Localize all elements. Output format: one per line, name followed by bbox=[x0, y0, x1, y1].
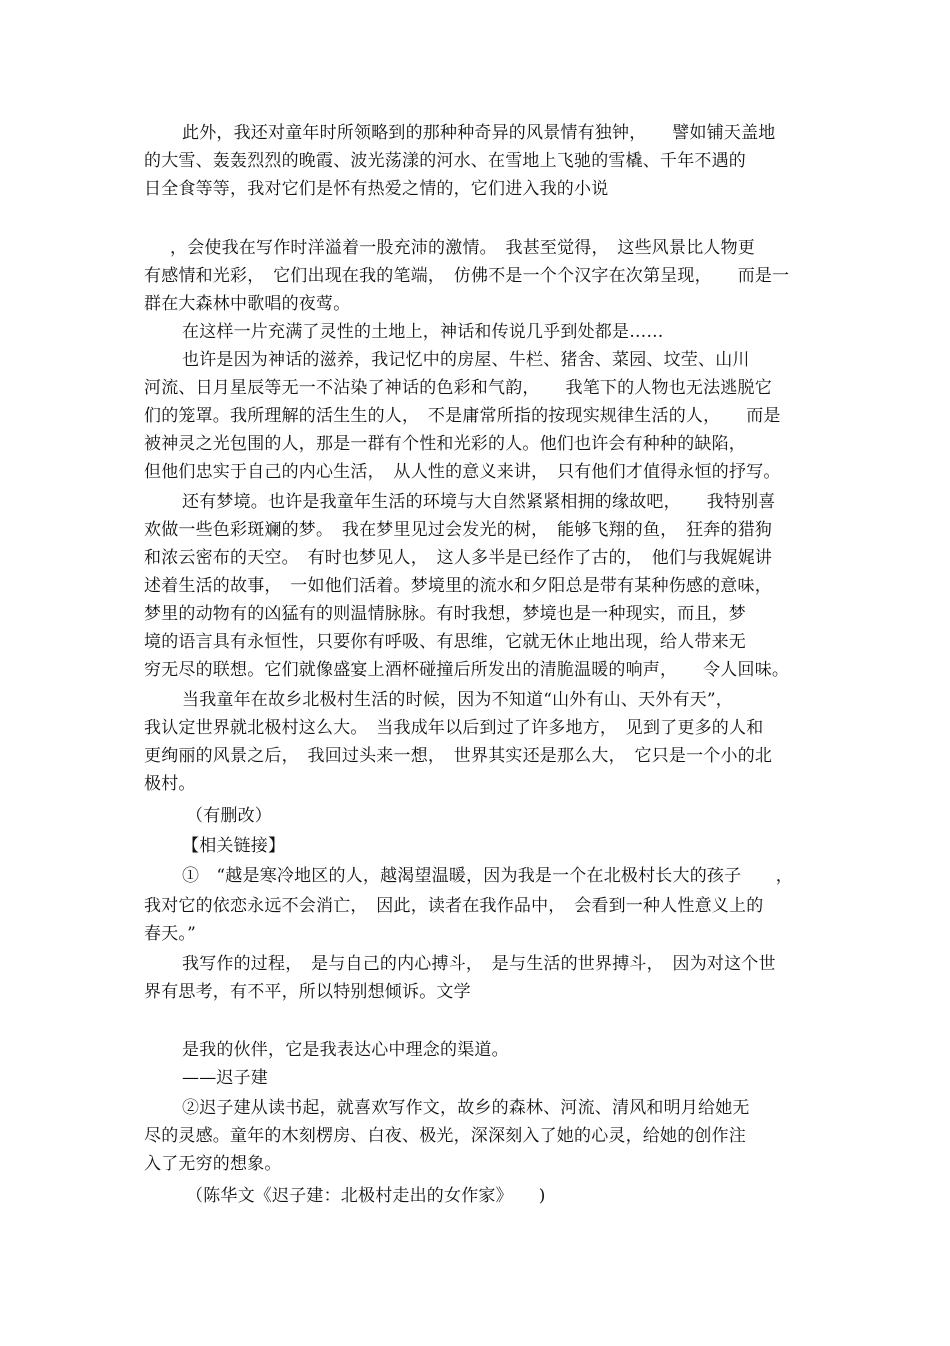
text-line: 此外，我还对童年时所领略到的那种种奇异的风景情有独钟， 譬如铺天盖地 bbox=[182, 123, 776, 143]
text-line: （有删改） bbox=[186, 806, 272, 826]
text-line: ②迟子建从读书起，就喜欢写作文，故乡的森林、河流、清风和明月给她无 bbox=[182, 1098, 750, 1118]
text-line: 也许是因为神话的滋养，我记忆中的房屋、牛栏、猪舍、菜园、坟茔、山川 bbox=[182, 350, 750, 370]
text-line: ——迟子建 bbox=[182, 1068, 268, 1088]
text-line: 界有思考，有不平，所以特别想倾诉。文学 bbox=[144, 982, 471, 1002]
text-line: 有感情和光彩， 它们出现在我的笔端， 仿佛不是一个个汉字在次第呈现， 而是一 bbox=[144, 266, 790, 286]
text-line: 春天。” bbox=[144, 924, 196, 944]
text-line: 我对它的依恋永远不会消亡， 因此，读者在我作品中， 会看到一种人性意义上的 bbox=[144, 896, 764, 916]
text-line: 是我的伙伴，它是我表达心中理念的渠道。 bbox=[182, 1040, 509, 1060]
text-line: 欢做一些色彩斑斓的梦。 我在梦里见过会发光的树， 能够飞翔的鱼， 狂奔的猎狗 bbox=[144, 520, 773, 540]
text-line: 述着生活的故事， 一如他们活着。梦境里的流水和夕阳总是带有某种伤感的意味， bbox=[144, 576, 772, 596]
text-line: 入了无穷的想象。 bbox=[144, 1154, 282, 1174]
text-line: 穷无尽的联想。它们就像盛宴上酒杯碰撞后所发出的清脆温暖的响声， 令人回味。 bbox=[144, 660, 790, 680]
text-line: 的大雪、轰轰烈烈的晚霞、波光荡漾的河水、在雪地上飞驰的雪橇、千年不遇的 bbox=[144, 151, 746, 171]
text-line: 河流、日月星辰等无一不沾染了神话的色彩和气韵， 我笔下的人物也无法逃脱它 bbox=[144, 378, 772, 398]
text-line: 【相关链接】 bbox=[182, 836, 286, 856]
text-line: 群在大森林中歌唱的夜莺。 bbox=[144, 294, 351, 314]
text-line: 更绚丽的风景之后， 我回过头来一想， 世界其实还是那么大， 它只是一个小的北 bbox=[144, 746, 773, 766]
text-line: ，会使我在写作时洋溢着一股充沛的激情。 我甚至觉得， 这些风景比人物更 bbox=[170, 238, 755, 258]
text-line: 还有梦境。也许是我童年生活的环境与大自然紧紧相拥的缘故吧， 我特别喜 bbox=[182, 492, 776, 512]
text-line: 尽的灵感。童年的木刻楞房、白夜、极光，深深刻入了她的心灵，给她的创作注 bbox=[144, 1126, 746, 1146]
text-line: ① “越是寒冷地区的人，越渴望温暖，因为我是一个在北极村长大的孩子 ， bbox=[182, 866, 793, 886]
text-line: 在这样一片充满了灵性的土地上，神话和传说几乎到处都是…… bbox=[182, 322, 664, 342]
text-line: 梦里的动物有的凶猛有的则温情脉脉。有时我想，梦境也是一种现实，而且，梦 bbox=[144, 604, 746, 624]
text-line: （陈华文《迟子建：北极村走出的女作家》 ) bbox=[186, 1186, 546, 1206]
text-line: 我认定世界就北极村这么大。 当我成年以后到过了许多地方， 见到了更多的人和 bbox=[144, 718, 764, 738]
text-line: 境的语言具有永恒性，只要你有呼吸、有思维，它就无休止地出现，给人带来无 bbox=[144, 632, 746, 652]
text-line: 日全食等等，我对它们是怀有热爱之情的，它们进入我的小说 bbox=[144, 179, 609, 199]
text-line: 们的笼罩。我所理解的活生生的人， 不是庸常所指的按现实规律生活的人， 而是 bbox=[144, 406, 781, 426]
text-line: 我写作的过程， 是与自己的内心搏斗， 是与生活的世界搏斗， 因为对这个世 bbox=[182, 954, 776, 974]
text-line: 极村。 bbox=[144, 774, 196, 794]
text-line: 但他们忠实于自己的内心生活， 从人性的意义来讲， 只有他们才值得永恒的抒写。 bbox=[144, 462, 781, 482]
text-line: 当我童年在故乡北极村生活的时候，因为不知道“山外有山、天外有天”， bbox=[182, 690, 733, 710]
text-line: 被神灵之光包围的人，那是一群有个性和光彩的人。他们也许会有种种的缺陷， bbox=[144, 434, 746, 454]
text-line: 和浓云密布的天空。 有时也梦见人， 这人多半是已经作了古的， 他们与我娓娓讲 bbox=[144, 548, 773, 568]
